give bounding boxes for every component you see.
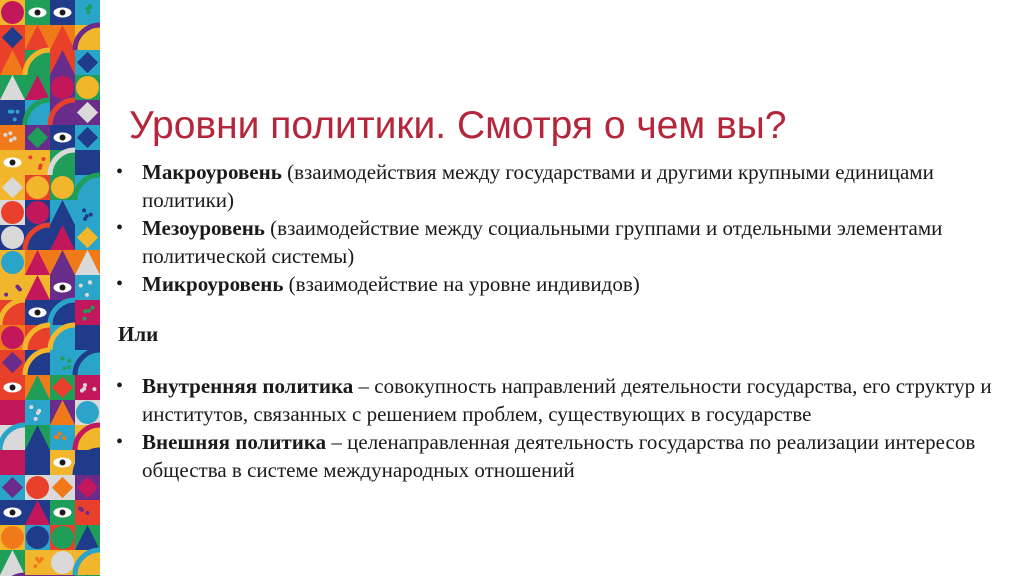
eye-icon bbox=[60, 10, 66, 16]
pattern-circle bbox=[1, 226, 24, 249]
bullet-foreign-policy bbox=[114, 428, 994, 484]
bullet-domestic-policy bbox=[114, 372, 994, 428]
slide-body bbox=[114, 158, 994, 484]
term-description: (взаимодействие между социальными группами и отдельными элементами политической системы) bbox=[142, 216, 943, 268]
spacer bbox=[114, 298, 994, 320]
pattern-circle bbox=[1, 326, 24, 349]
policy-list bbox=[114, 372, 994, 484]
pattern-dot bbox=[62, 436, 66, 440]
geometric-pattern-graphic bbox=[0, 0, 100, 576]
pattern-dot bbox=[92, 330, 96, 334]
pattern-circle bbox=[51, 551, 74, 574]
pattern-dot bbox=[89, 213, 93, 217]
pattern-dot bbox=[83, 317, 87, 321]
pattern-circle bbox=[76, 151, 99, 174]
pattern-circle bbox=[51, 526, 74, 549]
pattern-dot bbox=[87, 309, 91, 313]
term-label: Микроуровень bbox=[142, 272, 284, 296]
bullet-meso-level bbox=[114, 214, 994, 270]
bullet-icon: • bbox=[116, 375, 124, 397]
pattern-dot bbox=[62, 366, 66, 370]
pattern-circle bbox=[76, 401, 99, 424]
decorative-pattern-strip bbox=[0, 0, 100, 576]
eye-icon bbox=[35, 10, 41, 16]
pattern-dot bbox=[9, 138, 13, 142]
pattern-dot bbox=[38, 166, 42, 170]
pattern-dot bbox=[4, 293, 8, 297]
pattern-tile bbox=[75, 300, 100, 325]
pattern-tile bbox=[0, 125, 25, 150]
pattern-dot bbox=[83, 309, 87, 313]
bullet-icon: • bbox=[116, 431, 124, 453]
pattern-circle bbox=[1, 1, 24, 24]
pattern-dot bbox=[13, 117, 17, 121]
pattern-circle bbox=[51, 176, 74, 199]
pattern-circle bbox=[1, 201, 24, 224]
bullet-icon: • bbox=[116, 217, 124, 239]
pattern-circle bbox=[26, 201, 49, 224]
term-label: Мезоуровень bbox=[142, 216, 265, 240]
pattern-dot bbox=[29, 405, 33, 409]
term-label: Внутренняя политика bbox=[142, 374, 354, 398]
pattern-circle bbox=[51, 76, 74, 99]
pattern-dot bbox=[83, 383, 87, 387]
pattern-tile bbox=[50, 350, 75, 375]
pattern-dot bbox=[28, 155, 32, 159]
pattern-dot bbox=[80, 389, 84, 393]
spacer bbox=[114, 348, 994, 372]
pattern-dot bbox=[88, 5, 92, 9]
pattern-dot bbox=[16, 110, 20, 114]
term-description: – целенаправленная деятельность государства по реализации интересов общества в системе международных отношений bbox=[142, 430, 976, 482]
pattern-tile bbox=[25, 550, 50, 575]
pattern-dot bbox=[88, 281, 92, 285]
pattern-dot bbox=[90, 306, 94, 310]
pattern-tile bbox=[75, 375, 100, 400]
eye-icon bbox=[10, 160, 16, 166]
pattern-dot bbox=[55, 435, 59, 439]
pattern-dot bbox=[67, 359, 71, 363]
bullet-micro-level bbox=[114, 270, 994, 298]
pattern-dot bbox=[85, 336, 89, 340]
pattern-tile bbox=[25, 150, 50, 175]
pattern-dot bbox=[85, 511, 89, 515]
or-label: Или bbox=[118, 322, 159, 346]
term-label: Макроуровень bbox=[142, 160, 282, 184]
pattern-dot bbox=[83, 217, 87, 221]
pattern-circle bbox=[26, 476, 49, 499]
eye-icon bbox=[60, 460, 66, 466]
pattern-dot bbox=[84, 328, 88, 332]
pattern-dot bbox=[13, 136, 17, 140]
pattern-circle bbox=[26, 526, 49, 549]
pattern-circle bbox=[1, 401, 24, 424]
pattern-tile bbox=[0, 275, 25, 300]
pattern-dot bbox=[58, 432, 62, 436]
pattern-dot bbox=[60, 356, 64, 360]
term-description: – совокупность направлений деятельности государства, его структур и институтов, связанных с решением проблем, существующих в государстве bbox=[142, 374, 992, 426]
pattern-dot bbox=[33, 564, 37, 568]
pattern-circle bbox=[76, 76, 99, 99]
pattern-dot bbox=[3, 133, 7, 137]
pattern-dot bbox=[37, 409, 41, 413]
pattern-dot bbox=[85, 293, 89, 297]
eye-icon bbox=[10, 385, 16, 391]
eye-icon bbox=[35, 310, 41, 316]
pattern-dot bbox=[82, 208, 86, 212]
pattern-dot bbox=[86, 10, 90, 14]
pattern-dot bbox=[41, 157, 45, 161]
pattern-circle bbox=[1, 526, 24, 549]
bullet-macro-level bbox=[114, 158, 994, 214]
pattern-dot bbox=[92, 387, 96, 391]
levels-list bbox=[114, 158, 994, 298]
pattern-dot bbox=[15, 285, 19, 289]
term-description: (взаимодействия между государствами и другими крупными единицами политики) bbox=[142, 160, 934, 212]
eye-icon bbox=[10, 510, 16, 516]
bullet-icon: • bbox=[116, 273, 124, 295]
slide-title: Уровни политики. Смотря о чем вы? bbox=[129, 104, 787, 147]
pattern-dot bbox=[79, 284, 83, 288]
term-description: (взаимодействие на уровне индивидов) bbox=[283, 272, 640, 296]
eye-icon bbox=[60, 285, 66, 291]
pattern-dot bbox=[8, 131, 12, 135]
bullet-icon: • bbox=[116, 161, 124, 183]
pattern-dot bbox=[37, 559, 41, 563]
eye-icon bbox=[60, 510, 66, 516]
pattern-dot bbox=[34, 417, 38, 421]
eye-icon bbox=[60, 135, 66, 141]
pattern-dot bbox=[10, 110, 14, 114]
pattern-tile bbox=[75, 200, 100, 225]
pattern-dot bbox=[79, 507, 83, 511]
pattern-circle bbox=[1, 251, 24, 274]
pattern-circle bbox=[26, 176, 49, 199]
pattern-dot bbox=[67, 365, 71, 369]
term-label: Внешняя политика bbox=[142, 430, 327, 454]
